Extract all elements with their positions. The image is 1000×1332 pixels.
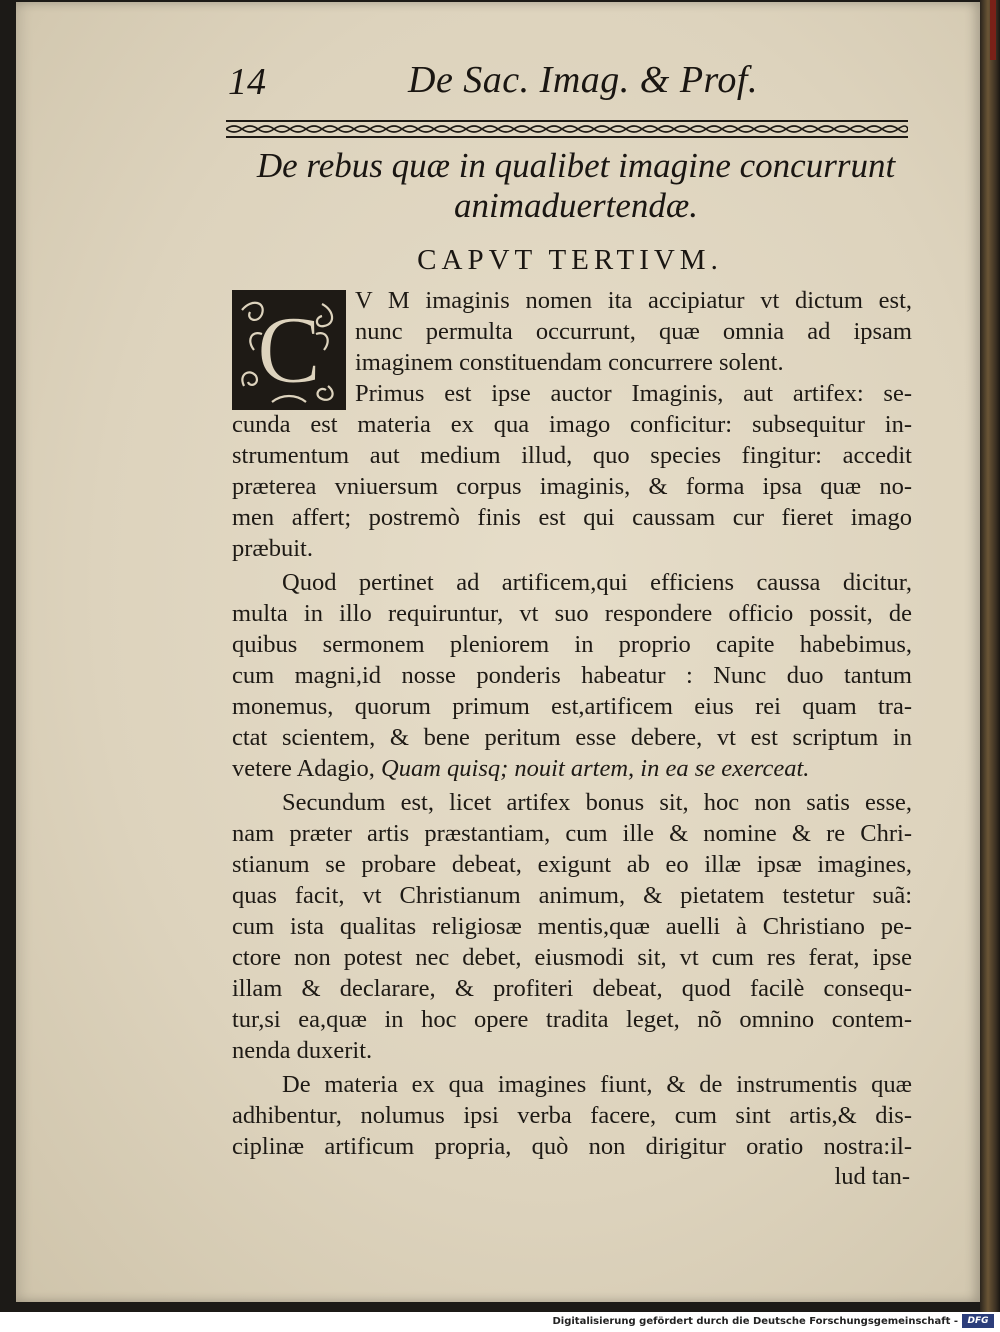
body-line: nam præter artis præstantiam, cum ille & nomine & re Chri- <box>232 820 912 847</box>
chapter-heading: CAPVT TERTIVM. <box>417 244 723 276</box>
body-line: nenda duxerit. <box>232 1037 373 1064</box>
body-line: imaginem constituendam concurrere solent. <box>355 349 784 376</box>
section-title-line-2: animaduertendæ. <box>453 186 698 225</box>
catchword: lud tan- <box>834 1163 910 1190</box>
body-line: illam & declarare, & profiteri debeat, quod facilè consequ- <box>232 975 912 1002</box>
body-line: V M imaginis nomen ita accipiatur vt dictum est, <box>355 287 912 314</box>
body-line: ciplinæ artificum propria, quò non dirigitur oratio nostra:il- <box>232 1133 912 1160</box>
decorated-initial-c <box>232 290 346 410</box>
body-line: cum ista qualitas religiosæ mentis,quæ auelli à Christiano pe- <box>232 913 912 940</box>
body-line: tur,si ea,quæ in hoc opere tradita leget, nõ omnino contem- <box>232 1006 912 1033</box>
body-line: cunda est materia ex qua imago conficitur: subsequitur in- <box>232 411 912 438</box>
ribbon-marker <box>990 0 996 60</box>
body-line: vetere Adagio, <box>232 755 375 782</box>
running-head: De Sac. Imag. & Prof. <box>408 59 758 101</box>
body-line: stianum se probare debeat, exigunt ab eo illæ ipsæ imagines, <box>232 851 912 878</box>
book-spine-edge <box>980 0 1000 1312</box>
body-line: ctat scientem, & bene peritum esse debere, vt est scriptum in <box>232 724 912 751</box>
body-line: multa in illo requiruntur, vt suo respondere officio possit, de <box>232 600 912 627</box>
adage-quote: Quam quisq; nouit artem, in ea se exerceat. <box>381 755 810 782</box>
body-line: cum magni,id nosse ponderis habeatur : Nunc duo tantum <box>232 662 912 689</box>
body-line: Primus est ipse auctor Imaginis, aut artifex: se- <box>355 380 912 407</box>
body-line: nunc permulta occurrunt, quæ omnia ad ipsam <box>355 318 912 345</box>
page-number: 14 <box>228 61 266 103</box>
body-line-with-adage <box>232 754 809 784</box>
dfg-logo: DFG <box>962 1314 994 1328</box>
body-line: De materia ex qua imagines fiunt, & de instrumentis quæ <box>282 1071 912 1098</box>
body-line: Secundum est, licet artifex bonus sit, hoc non satis esse, <box>282 789 912 816</box>
body-line: men affert; postremò finis est qui caussam cur fieret imago <box>232 504 912 531</box>
body-line: monemus, quorum primum est,artificem eius rei quam tra- <box>232 693 912 720</box>
body-line: præbuit. <box>232 535 313 562</box>
body-line: strumentum aut medium illud, quo species fingitur: accedit <box>232 442 912 469</box>
section-title-line-1: De rebus quæ in qualibet imagine concurrunt <box>256 146 896 185</box>
body-line: quas facit, vt Christianum animum, & pietatem testetur suã: <box>232 882 912 909</box>
ornamental-rule <box>226 118 908 140</box>
body-line: quibus sermonem pleniorem in proprio capite habebimus, <box>232 631 912 658</box>
drop-cap-letter: C <box>256 296 322 403</box>
body-line: adhibentur, nolumus ipsi verba facere, cum sint artis,& dis- <box>232 1102 912 1129</box>
body-line: Quod pertinet ad artificem,qui efficiens caussa dicitur, <box>282 569 912 596</box>
digitization-credit: Digitalisierung gefördert durch die Deutsche Forschungsgemeinschaft - <box>552 1316 958 1327</box>
body-line: præterea vniuersum corpus imaginis, & forma ipsa quæ no- <box>232 473 912 500</box>
body-line: ctore non potest nec debet, eiusmodi sit, vt cum res ferat, ipse <box>232 944 912 971</box>
